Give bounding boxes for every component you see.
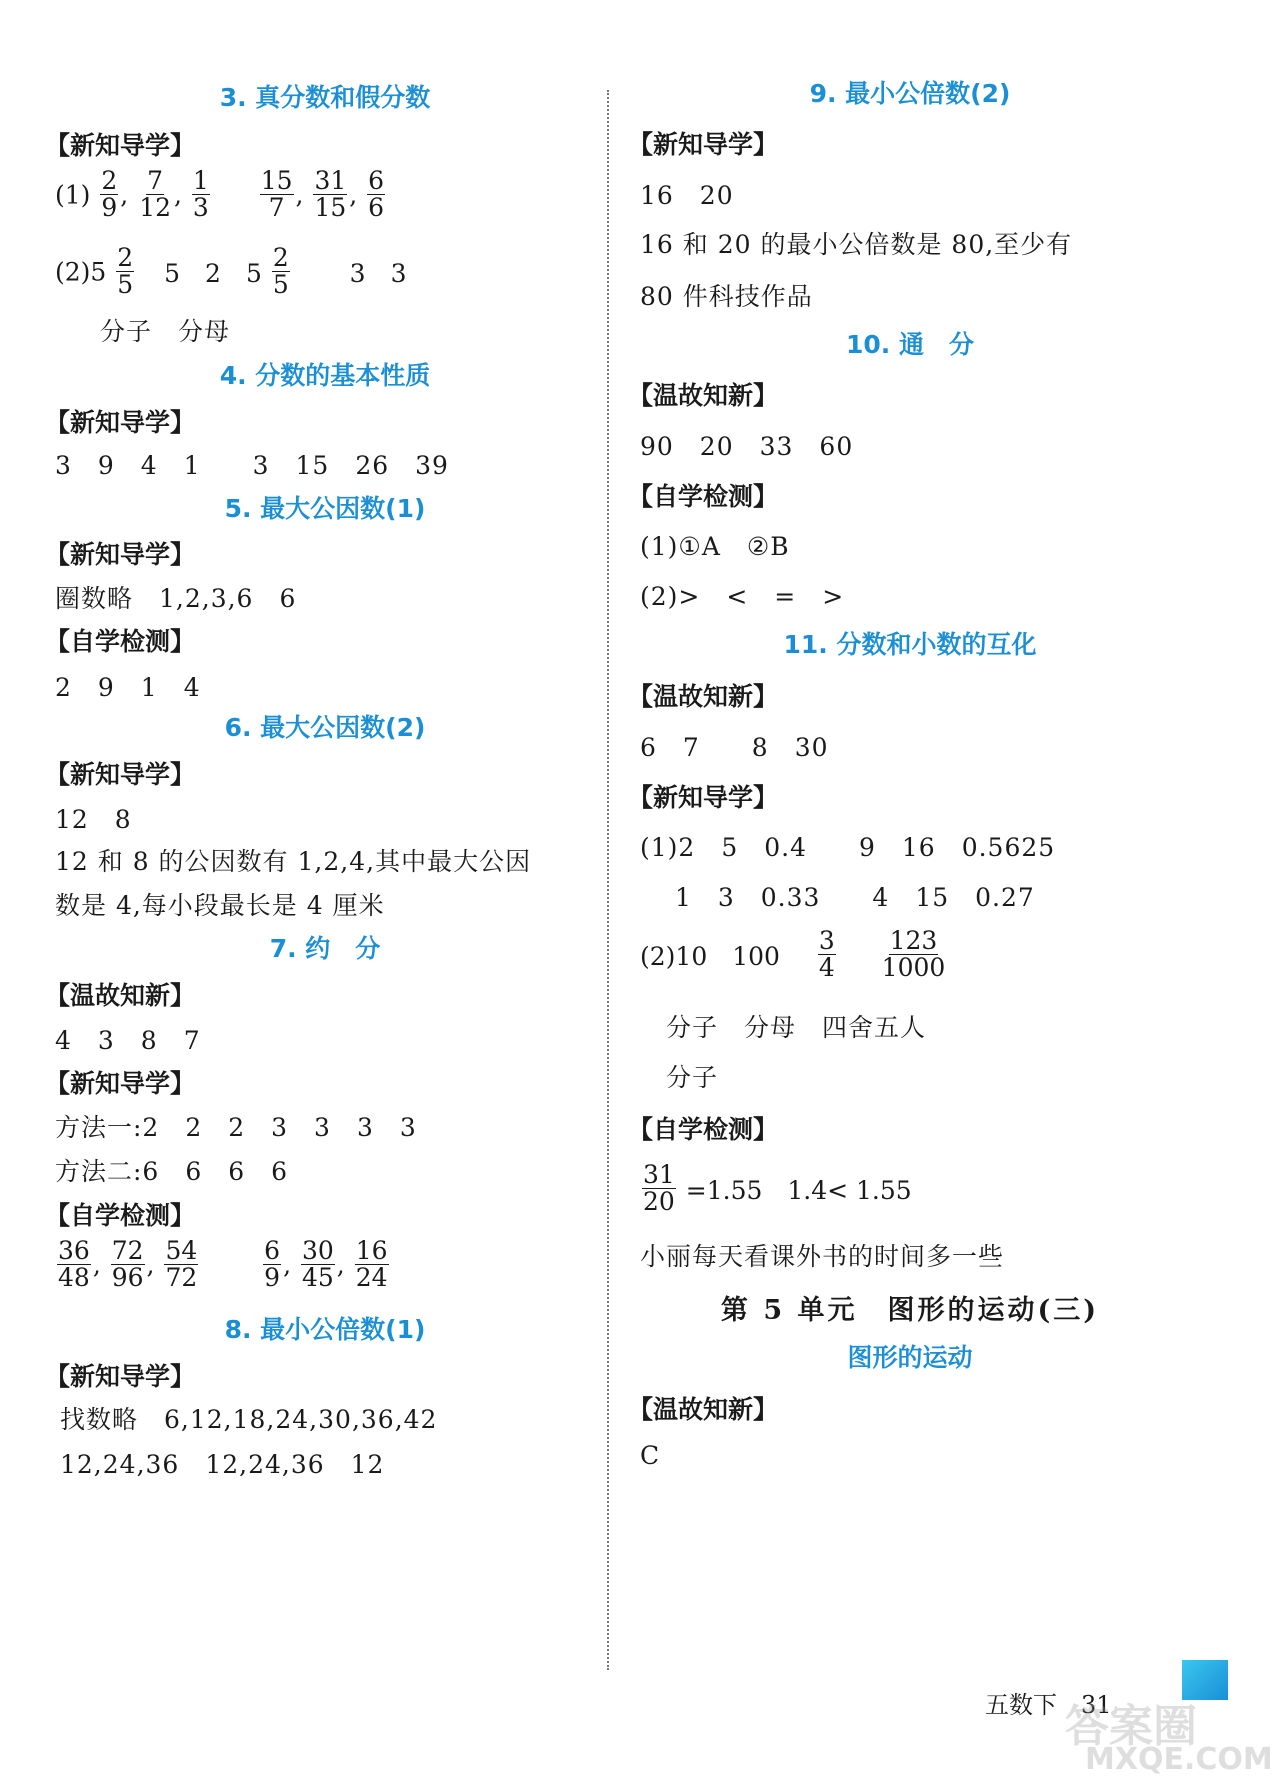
answer-line: 90 20 33 60 (640, 432, 854, 461)
fraction: $\frac{2}{5}$ (117, 243, 134, 300)
answer-line: 80 件科技作品 (640, 282, 813, 311)
fraction: $\frac{31}{15}$ (314, 166, 347, 223)
section-title-7: 7. 约 分 (269, 934, 381, 963)
fraction: $\frac{15}{7}$ (260, 166, 293, 223)
fraction: $\frac{31}{20}$ (643, 1160, 675, 1217)
fraction-line: $\frac{36}{48}$ , $\frac{72}{96}$ , $\frac{54}{72}$ $\frac{6}{9}$ , $\frac{30}{45}$ , $\frac{16}{24}$ (58, 1236, 388, 1293)
fraction: $\frac{1}{3}$ (192, 166, 209, 223)
answer-line: (2)> < = > (640, 582, 845, 611)
section-label: 【新知导学】 (45, 408, 196, 437)
watermark-url: MXQE.COM (1085, 1742, 1273, 1777)
fraction: $\frac{7}{12}$ (139, 166, 171, 223)
fraction: $\frac{54}{72}$ (165, 1236, 198, 1293)
answer-line: 16 20 (640, 181, 734, 210)
section-title-10: 10. 通 分 (846, 330, 974, 359)
fraction: $\frac{3}{4}$ (818, 926, 835, 983)
section-label: 【温故知新】 (628, 1395, 779, 1424)
answer-line: 分子 分母 (100, 317, 231, 346)
section-label: 【新知导学】 (45, 1069, 196, 1098)
section-label: 【新知导学】 (628, 130, 779, 159)
watermark-logo: 答案圈 (1065, 1701, 1197, 1752)
fraction: $\frac{2}{9}$ (101, 166, 118, 223)
answer-line: 分子 (640, 1063, 719, 1092)
section-label: 【新知导学】 (628, 783, 779, 812)
column-divider (607, 90, 609, 1670)
section-label: 【新知导学】 (45, 131, 196, 160)
answer-line: 1 3 0.33 4 15 0.27 (640, 883, 1035, 912)
answer-line: 16 和 20 的最小公倍数是 80,至少有 (640, 230, 1073, 259)
fraction: $\frac{30}{45}$ (301, 1236, 334, 1293)
section-title-9: 9. 最小公倍数(2) (809, 79, 1011, 108)
fraction-line: (2)10 100 $\frac{3}{4}$ $\frac{123}{1000}$ (640, 926, 946, 983)
section-label: 【新知导学】 (45, 1362, 196, 1391)
section-label: 【新知导学】 (45, 760, 196, 789)
answer-line: 2 9 1 4 (55, 673, 201, 702)
page-footer: 五数下 31 (985, 1691, 1112, 1719)
section-label: 【新知导学】 (45, 540, 196, 569)
section-title-5: 5. 最大公因数(1) (224, 494, 426, 523)
answer-line: 4 3 8 7 (55, 1026, 201, 1055)
answer-line: C (640, 1441, 661, 1470)
section-title-3: 3. 真分数和假分数 (219, 83, 431, 112)
answer-line: 6 7 8 30 (640, 733, 829, 762)
fraction: $\frac{16}{24}$ (355, 1236, 388, 1293)
fraction: $\frac{36}{48}$ (58, 1236, 90, 1293)
fraction-line: $\frac{31}{20}$ =1.55 1.4< 1.55 (643, 1160, 912, 1217)
answer-line: 圈数略 1,2,3,6 6 (55, 584, 297, 613)
section-label: 【自学检测】 (45, 627, 196, 656)
fraction-line: (2)5 $\frac{2}{5}$ 5 2 5 $\frac{2}{5}$ 3 3 (55, 243, 407, 300)
unit-subtitle: 图形的运动 (847, 1343, 973, 1372)
fraction: $\frac{2}{5}$ (272, 243, 289, 300)
unit-title: 第 5 单元 图形的运动(三) (720, 1295, 1100, 1326)
fraction: $\frac{72}{96}$ (111, 1236, 144, 1293)
section-title-8: 8. 最小公倍数(1) (224, 1315, 426, 1344)
section-label: 【温故知新】 (628, 381, 779, 410)
section-title-11: 11. 分数和小数的互化 (783, 630, 1037, 659)
answer-line: 方法一:2 2 2 3 3 3 3 (55, 1113, 417, 1142)
fraction-line: (1) $\frac{2}{9}$ , $\frac{7}{12}$ , $\frac{1}{3}$ $\frac{15}{7}$ , $\frac{31}{15}$ , $\frac{6}{6}$ (55, 166, 385, 223)
fraction: $\frac{6}{9}$ (264, 1236, 281, 1293)
answer-line: 12 和 8 的公因数有 1,2,4,其中最大公因 (55, 847, 532, 876)
fraction: $\frac{123}{1000}$ (881, 926, 946, 983)
answer-line: (1)2 5 0.4 9 16 0.5625 (640, 833, 1056, 862)
section-title-4: 4. 分数的基本性质 (219, 361, 431, 390)
section-label: 【自学检测】 (45, 1201, 196, 1230)
section-label: 【温故知新】 (628, 682, 779, 711)
fraction: $\frac{6}{6}$ (368, 166, 385, 223)
answer-line: 数是 4,每小段最长是 4 厘米 (55, 891, 385, 920)
answer-line: 3 9 4 1 3 15 26 39 (55, 451, 449, 480)
section-label: 【自学检测】 (628, 482, 779, 511)
section-label: 【自学检测】 (628, 1115, 779, 1144)
answer-line: 12 8 (55, 805, 132, 834)
section-label: 【温故知新】 (45, 981, 196, 1010)
answer-line: 小丽每天看课外书的时间多一些 (640, 1242, 1005, 1271)
answer-line: 分子 分母 四舍五人 (640, 1013, 927, 1042)
answer-line: 12,24,36 12,24,36 12 (60, 1450, 385, 1479)
answer-line: (1)①A ②B (640, 532, 790, 561)
section-title-6: 6. 最大公因数(2) (224, 713, 426, 742)
answer-line: 方法二:6 6 6 6 (55, 1157, 289, 1186)
answer-line: 找数略 6,12,18,24,30,36,42 (60, 1405, 438, 1434)
prefix: (1) (55, 180, 91, 210)
